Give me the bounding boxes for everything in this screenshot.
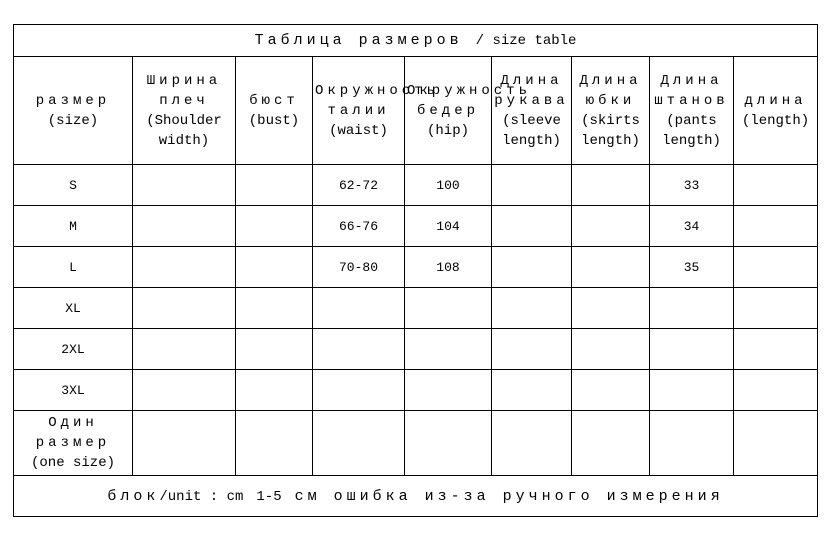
sleeve-cell xyxy=(492,329,572,370)
size-cell-one-size xyxy=(14,411,133,476)
one-size-ru: Один размер xyxy=(35,415,111,451)
column-header-en: (pants length) xyxy=(662,112,721,149)
waist-cell xyxy=(313,329,405,370)
pants-cell: 34 xyxy=(650,206,734,247)
size-cell: XL xyxy=(14,288,133,329)
table-row xyxy=(14,165,818,206)
pants-cell: 33 xyxy=(650,165,734,206)
column-header xyxy=(572,57,650,165)
pants-cell xyxy=(650,329,734,370)
table-row xyxy=(14,329,818,370)
column-header-ru: Окружность бедер xyxy=(407,82,532,119)
bust-cell xyxy=(236,329,313,370)
shoulder-cell xyxy=(133,165,236,206)
hip-cell: 100 xyxy=(405,165,492,206)
length-cell xyxy=(734,247,818,288)
title-en: / size table xyxy=(475,33,577,49)
shoulder-cell xyxy=(133,370,236,411)
column-header-en: (size) xyxy=(47,112,99,129)
table-row xyxy=(14,247,818,288)
title-ru: Таблица размеров xyxy=(254,32,463,49)
column-header-ru: Окружность талии xyxy=(315,82,440,119)
hip-cell: 108 xyxy=(405,247,492,288)
hip-cell xyxy=(405,329,492,370)
waist-cell xyxy=(313,288,405,329)
footer-note xyxy=(14,476,818,517)
one-size-cell xyxy=(572,411,650,476)
sleeve-cell xyxy=(492,206,572,247)
hip-cell: 104 xyxy=(405,206,492,247)
shoulder-cell xyxy=(133,206,236,247)
table-row xyxy=(14,288,818,329)
sleeve-cell xyxy=(492,370,572,411)
waist-cell: 70-80 xyxy=(313,247,405,288)
sleeve-cell xyxy=(492,247,572,288)
bust-cell xyxy=(236,288,313,329)
size-chart xyxy=(13,24,817,529)
skirt-cell xyxy=(572,247,650,288)
size-cell: M xyxy=(14,206,133,247)
waist-cell: 66-76 xyxy=(313,206,405,247)
bust-cell xyxy=(236,165,313,206)
column-header xyxy=(133,57,236,165)
column-header-en: (sleeve length) xyxy=(502,112,561,149)
bust-cell xyxy=(236,206,313,247)
column-header-ru: Длина юбки xyxy=(579,72,642,109)
footer-unit-en: /unit : cm xyxy=(159,488,244,505)
size-cell: 2XL xyxy=(14,329,133,370)
column-header-ru: длина xyxy=(744,92,807,109)
hip-cell xyxy=(405,288,492,329)
skirt-cell xyxy=(572,329,650,370)
column-header-en: (skirts length) xyxy=(581,112,640,149)
one-size-cell xyxy=(313,411,405,476)
size-cell: S xyxy=(14,165,133,206)
column-header-ru: Ширина плеч xyxy=(146,72,222,109)
size-table xyxy=(13,24,818,517)
one-size-cell xyxy=(133,411,236,476)
one-size-cell xyxy=(492,411,572,476)
column-header xyxy=(313,57,440,165)
column-header-ru: размер xyxy=(35,92,111,109)
table-row xyxy=(14,370,818,411)
column-header xyxy=(14,57,133,165)
column-header-en: (length) xyxy=(741,112,810,129)
footer-note-text: см ошибка из-за ручного измерения xyxy=(294,487,724,505)
column-header xyxy=(492,57,572,165)
pants-cell xyxy=(650,370,734,411)
table-row xyxy=(14,206,818,247)
column-header-ru: бюст xyxy=(249,92,299,109)
sleeve-cell xyxy=(492,288,572,329)
one-size-cell xyxy=(405,411,492,476)
one-size-cell xyxy=(650,411,734,476)
hip-cell xyxy=(405,370,492,411)
column-header xyxy=(734,57,818,165)
column-header-ru: Длина рукава xyxy=(494,72,569,109)
skirt-cell xyxy=(572,165,650,206)
pants-cell: 35 xyxy=(650,247,734,288)
length-cell xyxy=(734,165,818,206)
skirt-cell xyxy=(572,206,650,247)
shoulder-cell xyxy=(133,247,236,288)
table-title xyxy=(14,25,818,57)
length-cell xyxy=(734,329,818,370)
bust-cell xyxy=(236,370,313,411)
skirt-cell xyxy=(572,370,650,411)
length-cell xyxy=(734,206,818,247)
one-size-cell xyxy=(734,411,818,476)
column-header-ru: Длина штанов xyxy=(654,72,729,109)
length-cell xyxy=(734,370,818,411)
column-header-en: (hip) xyxy=(426,122,469,139)
footer-range: 1-5 xyxy=(256,488,282,505)
size-cell: L xyxy=(14,247,133,288)
column-header-en: (bust) xyxy=(248,112,300,129)
shoulder-cell xyxy=(133,288,236,329)
footer-unit-ru: блок xyxy=(107,487,160,505)
column-header-en: (Shoulder width) xyxy=(146,112,222,149)
bust-cell xyxy=(236,247,313,288)
shoulder-cell xyxy=(133,329,236,370)
size-cell: 3XL xyxy=(14,370,133,411)
column-header-en: (waist) xyxy=(329,122,388,139)
skirt-cell xyxy=(572,288,650,329)
waist-cell: 62-72 xyxy=(313,165,405,206)
column-header xyxy=(650,57,734,165)
waist-cell xyxy=(313,370,405,411)
pants-cell xyxy=(650,288,734,329)
length-cell xyxy=(734,288,818,329)
one-size-en: (one size) xyxy=(30,455,115,471)
column-header xyxy=(236,57,313,165)
sleeve-cell xyxy=(492,165,572,206)
one-size-cell xyxy=(236,411,313,476)
